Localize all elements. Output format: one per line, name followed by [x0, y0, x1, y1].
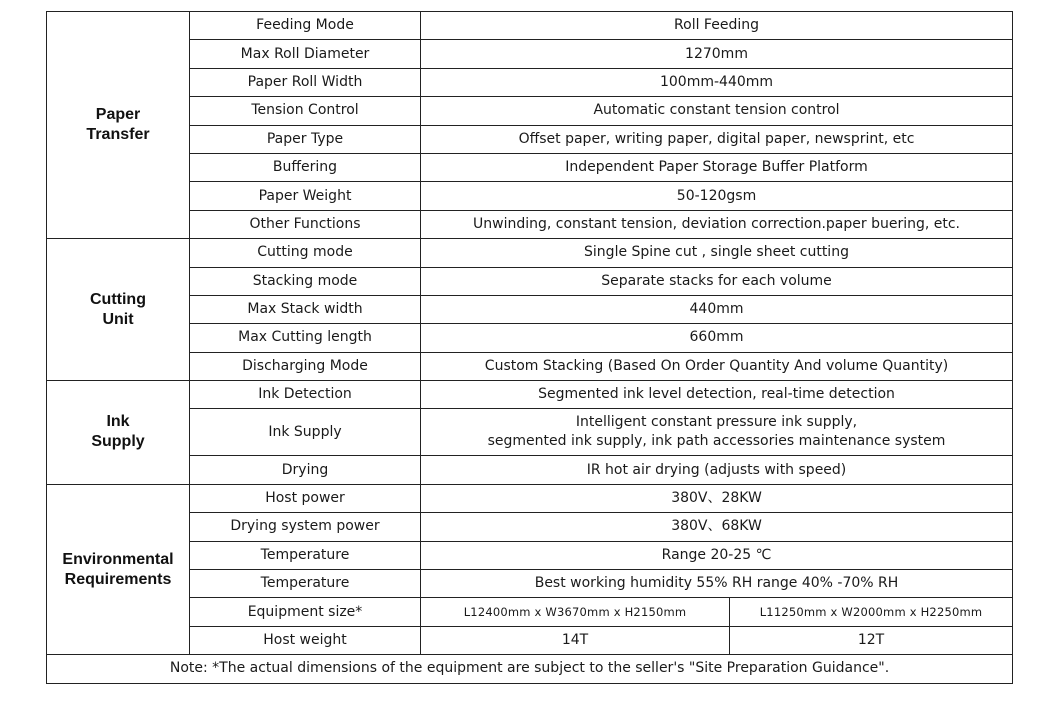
table-row	[47, 352, 1013, 380]
table-row	[47, 68, 1013, 96]
param-value-model-a: 14T	[421, 626, 730, 654]
param-value: Independent Paper Storage Buffer Platform	[421, 153, 1013, 181]
param-label: Max Cutting length	[190, 324, 421, 352]
group-label-cutting-unit: Cutting Unit	[47, 239, 190, 381]
param-value: Best working humidity 55% RH range 40% -70% RH	[421, 570, 1013, 598]
param-label: Temperature	[190, 570, 421, 598]
param-label: Buffering	[190, 153, 421, 181]
param-label: Max Stack width	[190, 295, 421, 323]
param-value: 50-120gsm	[421, 182, 1013, 210]
param-label: Paper Type	[190, 125, 421, 153]
param-label: Discharging Mode	[190, 352, 421, 380]
table-row	[47, 655, 1013, 683]
spec-table	[46, 11, 1013, 684]
param-value: 380V、68KW	[421, 513, 1013, 541]
group-label-paper-transfer: Paper Transfer	[47, 12, 190, 239]
param-label: Cutting mode	[190, 239, 421, 267]
table-row	[47, 40, 1013, 68]
param-value: Segmented ink level detection, real-time detection	[421, 381, 1013, 409]
table-row	[47, 324, 1013, 352]
param-value: 380V、28KW	[421, 484, 1013, 512]
param-label: Ink Supply	[190, 409, 421, 456]
table-row	[47, 541, 1013, 569]
param-value: 1270mm	[421, 40, 1013, 68]
param-label: Host power	[190, 484, 421, 512]
table-row	[47, 267, 1013, 295]
param-label: Paper Roll Width	[190, 68, 421, 96]
param-label: Drying	[190, 456, 421, 484]
param-value: Separate stacks for each volume	[421, 267, 1013, 295]
param-value: Automatic constant tension control	[421, 97, 1013, 125]
param-value-model-a: L12400mm x W3670mm x H2150mm	[421, 598, 730, 626]
table-row	[47, 97, 1013, 125]
group-label-environmental-requirements: Environmental Requirements	[47, 484, 190, 654]
param-label: Equipment size*	[190, 598, 421, 626]
param-label: Stacking mode	[190, 267, 421, 295]
table-row	[47, 626, 1013, 654]
param-value: 440mm	[421, 295, 1013, 323]
param-value: 100mm-440mm	[421, 68, 1013, 96]
footnote: Note: *The actual dimensions of the equipment are subject to the seller's "Site Preparation Guidance".	[47, 655, 1013, 683]
table-row	[47, 295, 1013, 323]
table-row	[47, 239, 1013, 267]
table-row	[47, 409, 1013, 456]
param-value: Single Spine cut , single sheet cutting	[421, 239, 1013, 267]
param-value-model-b: 12T	[730, 626, 1013, 654]
param-value: Offset paper, writing paper, digital paper, newsprint, etc	[421, 125, 1013, 153]
param-value: Intelligent constant pressure ink supply, segmented ink supply, ink path accessories maintenance system	[421, 409, 1013, 456]
group-label-ink-supply: Ink Supply	[47, 381, 190, 485]
param-label: Paper Weight	[190, 182, 421, 210]
param-label: Tension Control	[190, 97, 421, 125]
param-value: IR hot air drying (adjusts with speed)	[421, 456, 1013, 484]
param-value: Range 20-25 ℃	[421, 541, 1013, 569]
table-row	[47, 381, 1013, 409]
param-label: Host weight	[190, 626, 421, 654]
param-label: Temperature	[190, 541, 421, 569]
param-label: Feeding Mode	[190, 12, 421, 40]
table-row	[47, 182, 1013, 210]
table-row	[47, 484, 1013, 512]
param-value: Custom Stacking (Based On Order Quantity And volume Quantity)	[421, 352, 1013, 380]
param-value-model-b: L11250mm x W2000mm x H2250mm	[730, 598, 1013, 626]
param-value: Roll Feeding	[421, 12, 1013, 40]
param-value: Unwinding, constant tension, deviation correction.paper buering, etc.	[421, 210, 1013, 238]
table-row	[47, 456, 1013, 484]
param-label: Other Functions	[190, 210, 421, 238]
param-value: 660mm	[421, 324, 1013, 352]
table-row	[47, 210, 1013, 238]
table-row	[47, 570, 1013, 598]
table-row	[47, 12, 1013, 40]
table-row	[47, 513, 1013, 541]
table-row	[47, 598, 1013, 626]
table-row	[47, 125, 1013, 153]
param-label: Ink Detection	[190, 381, 421, 409]
table-row	[47, 153, 1013, 181]
param-label: Max Roll Diameter	[190, 40, 421, 68]
param-label: Drying system power	[190, 513, 421, 541]
